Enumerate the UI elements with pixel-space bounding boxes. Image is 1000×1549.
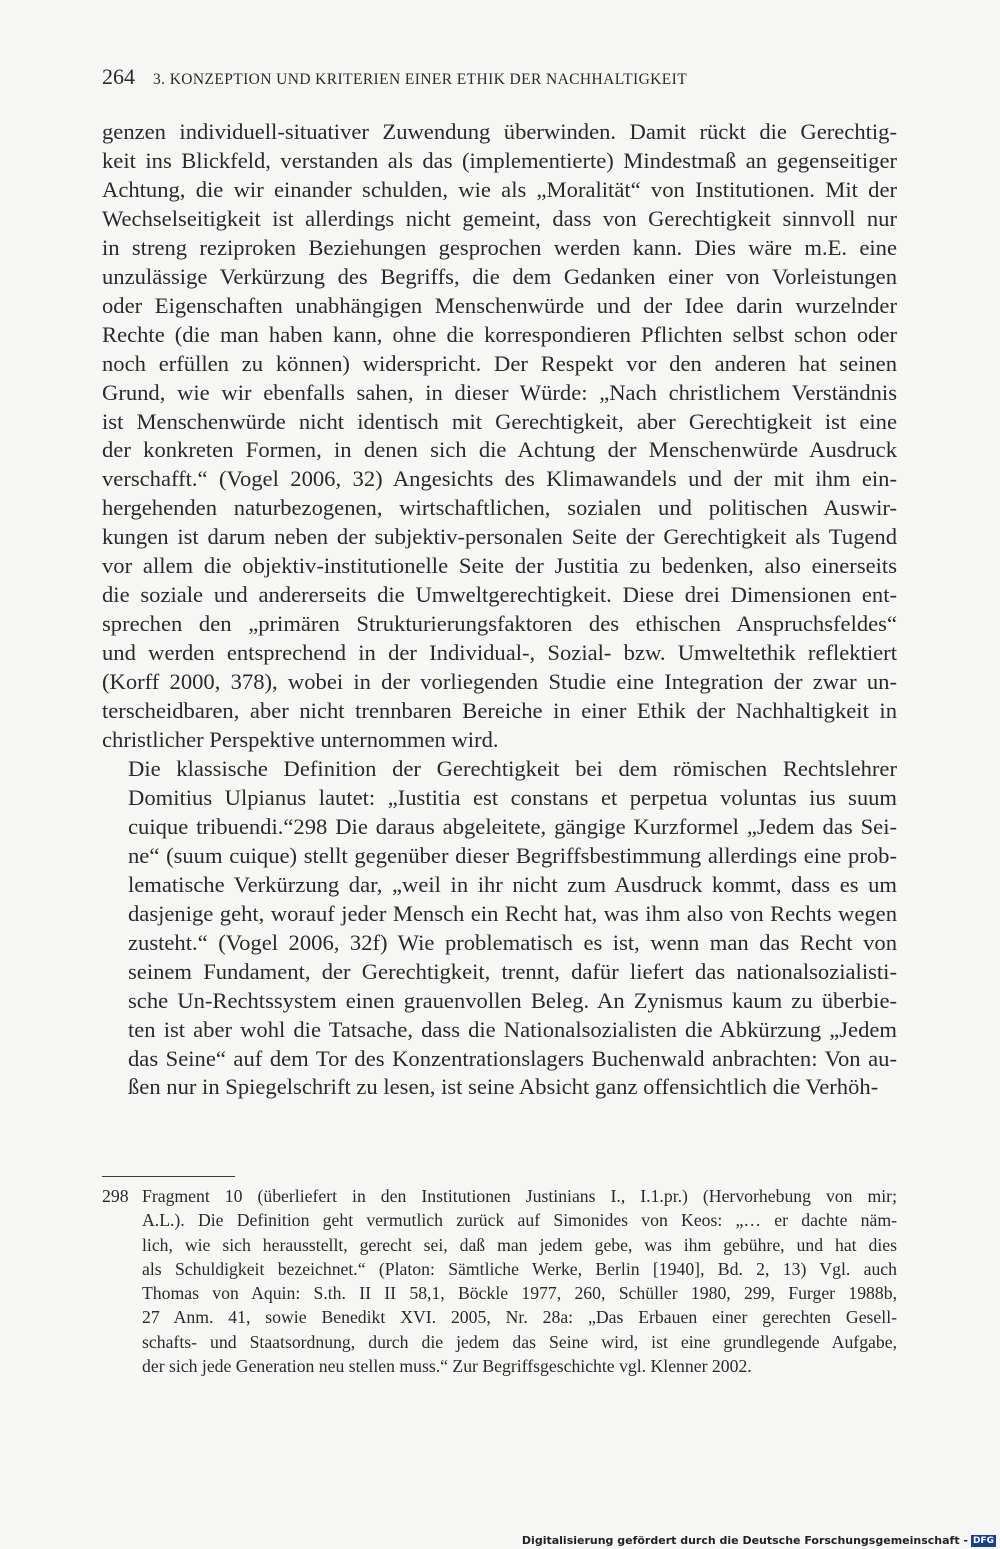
footnote-line: A.L.). Die Definition geht vermutlich zurück auf Simonides von Keos: „… er dachte näm- xyxy=(142,1210,897,1231)
footnote-line: Fragment 10 (überliefert in den Institutionen Justinians I., I.1.pr.) (Hervorhebung von mir; xyxy=(142,1186,897,1206)
text-line: das Seine“ auf dem Tor des Konzentrationslagers Buchenwald anbrachten: Von au- xyxy=(128,1045,897,1071)
footnote-line: 27 Anm. 41, sowie Benedikt XVI. 2005, Nr. 28a: „Das Erbauen einer gerechten Gesell- xyxy=(142,1307,897,1328)
text-line: Die klassische Definition der Gerechtigkeit bei dem römischen Rechtslehrer xyxy=(128,755,897,781)
footnote-298 xyxy=(102,1184,897,1378)
footnote-divider xyxy=(102,1176,235,1177)
text-line: sche Un-Rechtssystem einen grauenvollen Beleg. An Zynismus kaum zu überbie- xyxy=(128,987,897,1013)
page-number: 264 xyxy=(102,64,135,89)
text-line: und werden entsprechend in der Individual-, Sozial- bzw. Umweltethik reflektiert xyxy=(102,640,897,666)
dfg-logo: DFG xyxy=(972,1535,994,1546)
text-line: christlicher Perspektive unternommen wird. xyxy=(102,727,499,753)
text-line: hergehenden naturbezogenen, wirtschaftlichen, sozialen und politischen Auswir- xyxy=(102,495,897,521)
text-line: die soziale und andererseits die Umweltgerechtigkeit. Diese drei Dimensionen ent- xyxy=(102,582,897,608)
text-line: Rechte (die man haben kann, ohne die korrespondieren Pflichten selbst schon oder xyxy=(102,321,897,347)
running-title: 3. KONZEPTION UND KRITERIEN EINER ETHIK DER NACHHALTIGKEIT xyxy=(153,71,688,88)
text-line: (Korff 2000, 378), wobei in der vorliegenden Studie eine Integration der zwar un- xyxy=(102,669,897,695)
footnote-line: schafts- und Staatsordnung, durch die jedem das Seine wird, ist eine grundlegende Aufgabe, xyxy=(142,1331,897,1352)
text-line: der konkreten Formen, in denen sich die Achtung der Menschenwürde Ausdruck xyxy=(102,437,897,463)
text-line: verschafft.“ (Vogel 2006, 32) Angesichts des Klimawandels und der mit ihm ein- xyxy=(102,466,897,492)
text-line: vor allem die objektiv-institutionelle Seite der Justitia zu bedenken, also einerseits xyxy=(102,553,897,579)
digitization-credit xyxy=(522,1534,996,1547)
text-line: zusteht.“ (Vogel 2006, 32f) Wie problematisch es ist, wenn man das Recht von xyxy=(128,929,897,955)
text-line: dasjenige geht, worauf jeder Mensch ein Recht hat, was ihm also von Rechts wegen xyxy=(128,900,897,926)
text-line: ßen nur in Spiegelschrift zu lesen, ist seine Absicht ganz offensichtlich die Verhöh- xyxy=(128,1074,879,1100)
text-line: seinem Fundament, der Gerechtigkeit, trennt, dafür liefert das nationalsozialisti- xyxy=(128,958,897,984)
text-line: kungen ist darum neben der subjektiv-personalen Seite der Gerechtigkeit als Tugend xyxy=(102,524,897,550)
body-text xyxy=(102,118,897,1102)
text-line: keit ins Blickfeld, verstanden als das (implementierte) Mindestmaß an gegenseitiger xyxy=(102,147,897,173)
footnote-number: 298 xyxy=(102,1186,129,1206)
text-line: Domitius Ulpianus lautet: „Iustitia est constans et perpetua voluntas ius suum xyxy=(128,784,897,810)
paragraph-1 xyxy=(102,118,897,755)
text-line: ne“ (suum cuique) stellt gegenüber dieser Begriffsbestimmung allerdings eine prob- xyxy=(128,842,897,868)
text-line: terscheidbaren, aber nicht trennbaren Bereiche in einer Ethik der Nachhaltigkeit in xyxy=(102,698,897,724)
footnote-text xyxy=(142,1184,897,1378)
text-line: cuique tribuendi.“298 Die daraus abgeleitete, gängige Kurzformel „Jedem das Sei- xyxy=(128,813,897,839)
footnote-line: Thomas von Aquin: S.th. II II 58,1, Böckle 1977, 260, Schüller 1980, 299, Furger 1988b, xyxy=(142,1283,897,1304)
paragraph-2 xyxy=(102,755,897,1102)
text-line: genzen individuell-situativer Zuwendung überwinden. Damit rückt die Gerechtig- xyxy=(102,119,897,144)
footnote-line: lich, wie sich herausstellt, gerecht sei, daß man jedem gebe, was ihm gebühre, und hat dies xyxy=(142,1234,897,1255)
text-line: oder Eigenschaften unabhängigen Menschenwürde und der Idee darin wurzelnder xyxy=(102,292,897,318)
text-line: ist Menschenwürde nicht identisch mit Gerechtigkeit, aber Gerechtigkeit ist eine xyxy=(102,408,897,434)
text-line: sprechen den „primären Strukturierungsfaktoren des ethischen Anspruchsfeldes“ xyxy=(102,611,897,637)
footnote-line: der sich jede Generation neu stellen muss.“ Zur Begriffsgeschichte vgl. Klenner 2002. xyxy=(142,1356,752,1377)
text-line: lematische Verkürzung dar, „weil in ihr nicht zum Ausdruck kommt, dass es um xyxy=(128,871,897,897)
text-line: noch erfüllen zu können) widerspricht. Der Respekt vor den anderen hat seinen xyxy=(102,350,897,376)
page-header xyxy=(102,64,897,94)
text-line: Grund, wie wir ebenfalls sahen, in dieser Würde: „Nach christlichem Verständnis xyxy=(102,379,897,405)
text-line: Wechselseitigkeit ist allerdings nicht gemeint, dass von Gerechtigkeit sinnvoll nur xyxy=(102,205,897,231)
footnote-line: als Schuldigkeit bezeichnet.“ (Platon: Sämtliche Werke, Berlin [1940], Bd. 2, 13) Vgl. auch xyxy=(142,1258,897,1279)
text-line: ten ist aber wohl die Tatsache, dass die Nationalsozialisten die Abkürzung „Jedem xyxy=(128,1016,897,1042)
text-line: unzulässige Verkürzung des Begriffs, die dem Gedanken einer von Vorleistungen xyxy=(102,263,897,289)
text-line: in streng reziproken Beziehungen gesprochen werden kann. Dies wäre m.E. eine xyxy=(102,234,897,260)
credit-text: Digitalisierung gefördert durch die Deutsche Forschungsgemeinschaft - xyxy=(521,1534,968,1547)
text-line: Achtung, die wir einander schulden, wie als „Moralität“ von Institutionen. Mit der xyxy=(102,176,897,202)
